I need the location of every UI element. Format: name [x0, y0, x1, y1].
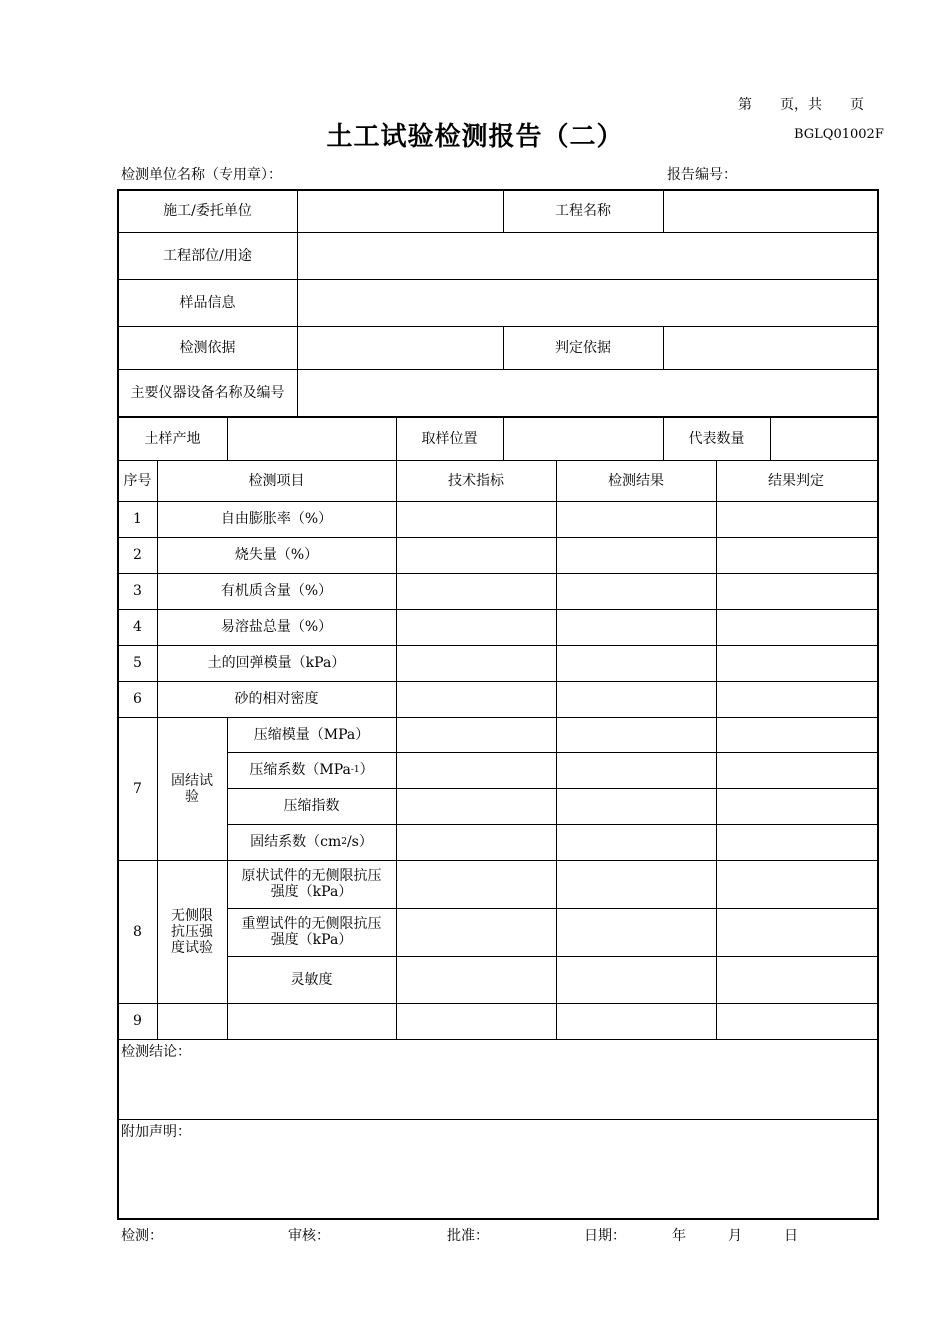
tester-label: 检测：: [121, 1228, 163, 1244]
conclusion-label: 检测结论：: [121, 1044, 191, 1060]
quantity-label: 代表数量: [688, 430, 745, 447]
item-text: 重塑试件的无侧限抗压: [241, 916, 382, 932]
header-result: 检测结果: [608, 472, 664, 489]
item-text: 强度（kPa）: [270, 884, 353, 900]
rule: [117, 1119, 877, 1120]
day-label: 日: [784, 1228, 798, 1244]
row-item: 烧失量（%）: [234, 547, 319, 563]
row-no: 1: [133, 511, 142, 527]
client-label: 施工/委托单位: [163, 203, 252, 219]
rule: [770, 417, 771, 460]
row-no: 3: [133, 583, 142, 599]
item-text: 强度（kPa）: [270, 932, 353, 948]
rule: [396, 460, 397, 1039]
row-item: 压缩指数: [283, 798, 340, 814]
report-no-label: 报告编号：: [667, 167, 737, 183]
header-spec: 技术指标: [448, 472, 504, 489]
sampling-location-label: 取样位置: [421, 430, 478, 447]
project-name-label: 工程名称: [555, 203, 611, 219]
item-text: ）: [359, 762, 374, 778]
row-no: 2: [133, 547, 142, 563]
group-label-line: 抗压强: [171, 923, 213, 940]
report-title: 土工试验检测报告（二）: [326, 122, 624, 152]
project-part-label: 工程部位/用途: [163, 247, 252, 264]
unconfined-test-label: [157, 860, 227, 1003]
row-no: 7: [133, 780, 142, 797]
row-no: 5: [133, 655, 142, 671]
rule: [297, 190, 298, 417]
row-item: 灵敏度: [290, 971, 333, 988]
row-no: 6: [133, 691, 142, 707]
header-no: 序号: [123, 472, 152, 489]
row-item: [227, 860, 396, 908]
judge-basis-label: 判定依据: [555, 339, 611, 356]
row-item: 固结系数（cm 2 /s）: [250, 834, 373, 850]
rule: [117, 1003, 877, 1004]
rule: [556, 460, 557, 1039]
month-label: 月: [728, 1228, 742, 1244]
approver-label: 批准：: [447, 1228, 489, 1244]
year-label: 年: [672, 1228, 686, 1244]
row-item: 土的回弹模量（kPa）: [207, 655, 346, 671]
form-code: BGLQ01002F: [794, 127, 884, 142]
group-label-line: 无侧限: [171, 907, 213, 924]
header-judgement: 结果判定: [768, 472, 824, 489]
test-basis-label: 检测依据: [179, 339, 236, 356]
row-item: 自由膨胀率（%）: [220, 511, 333, 527]
row-no: 9: [133, 1013, 142, 1029]
item-text: 原状试件的无侧限抗压: [241, 868, 382, 884]
rule: [503, 417, 504, 460]
item-text: /s）: [346, 834, 373, 850]
statement-label: 附加声明：: [121, 1124, 191, 1140]
lab-name-label: 检测单位名称（专用章）：: [121, 167, 282, 183]
row-item: 有机质含量（%）: [220, 583, 333, 599]
consolidation-test-label: [157, 717, 227, 860]
rule: [663, 326, 664, 369]
row-item: [227, 908, 396, 956]
sample-info-label: 样品信息: [179, 294, 236, 311]
equipment-label: 主要仪器设备名称及编号: [130, 384, 285, 401]
row-item: 易溶盐总量（%）: [220, 619, 333, 635]
row-no: 4: [133, 619, 142, 635]
row-item: 砂的相对密度: [234, 691, 319, 707]
row-item: 压缩模量（MPa）: [253, 726, 370, 743]
rule: [117, 1039, 877, 1040]
rule: [716, 460, 717, 1039]
date-label: 日期：: [584, 1228, 626, 1244]
group-label-line: 固结试: [171, 772, 213, 789]
item-text: 压缩系数（MPa: [249, 762, 351, 778]
item-text: 固结系数（cm: [250, 834, 342, 850]
rule: [227, 417, 228, 460]
soil-origin-label: 土样产地: [144, 430, 201, 447]
group-label-line: 度试验: [171, 939, 213, 956]
header-item: 检测项目: [248, 472, 305, 489]
group-label-line: 验: [185, 788, 199, 805]
rule: [663, 190, 664, 232]
row-no: 8: [133, 923, 142, 940]
page-info: 第 页，共 页: [738, 97, 864, 113]
row-item: 压缩系数（MPa -1 ）: [249, 762, 374, 778]
reviewer-label: 审核：: [288, 1228, 330, 1244]
